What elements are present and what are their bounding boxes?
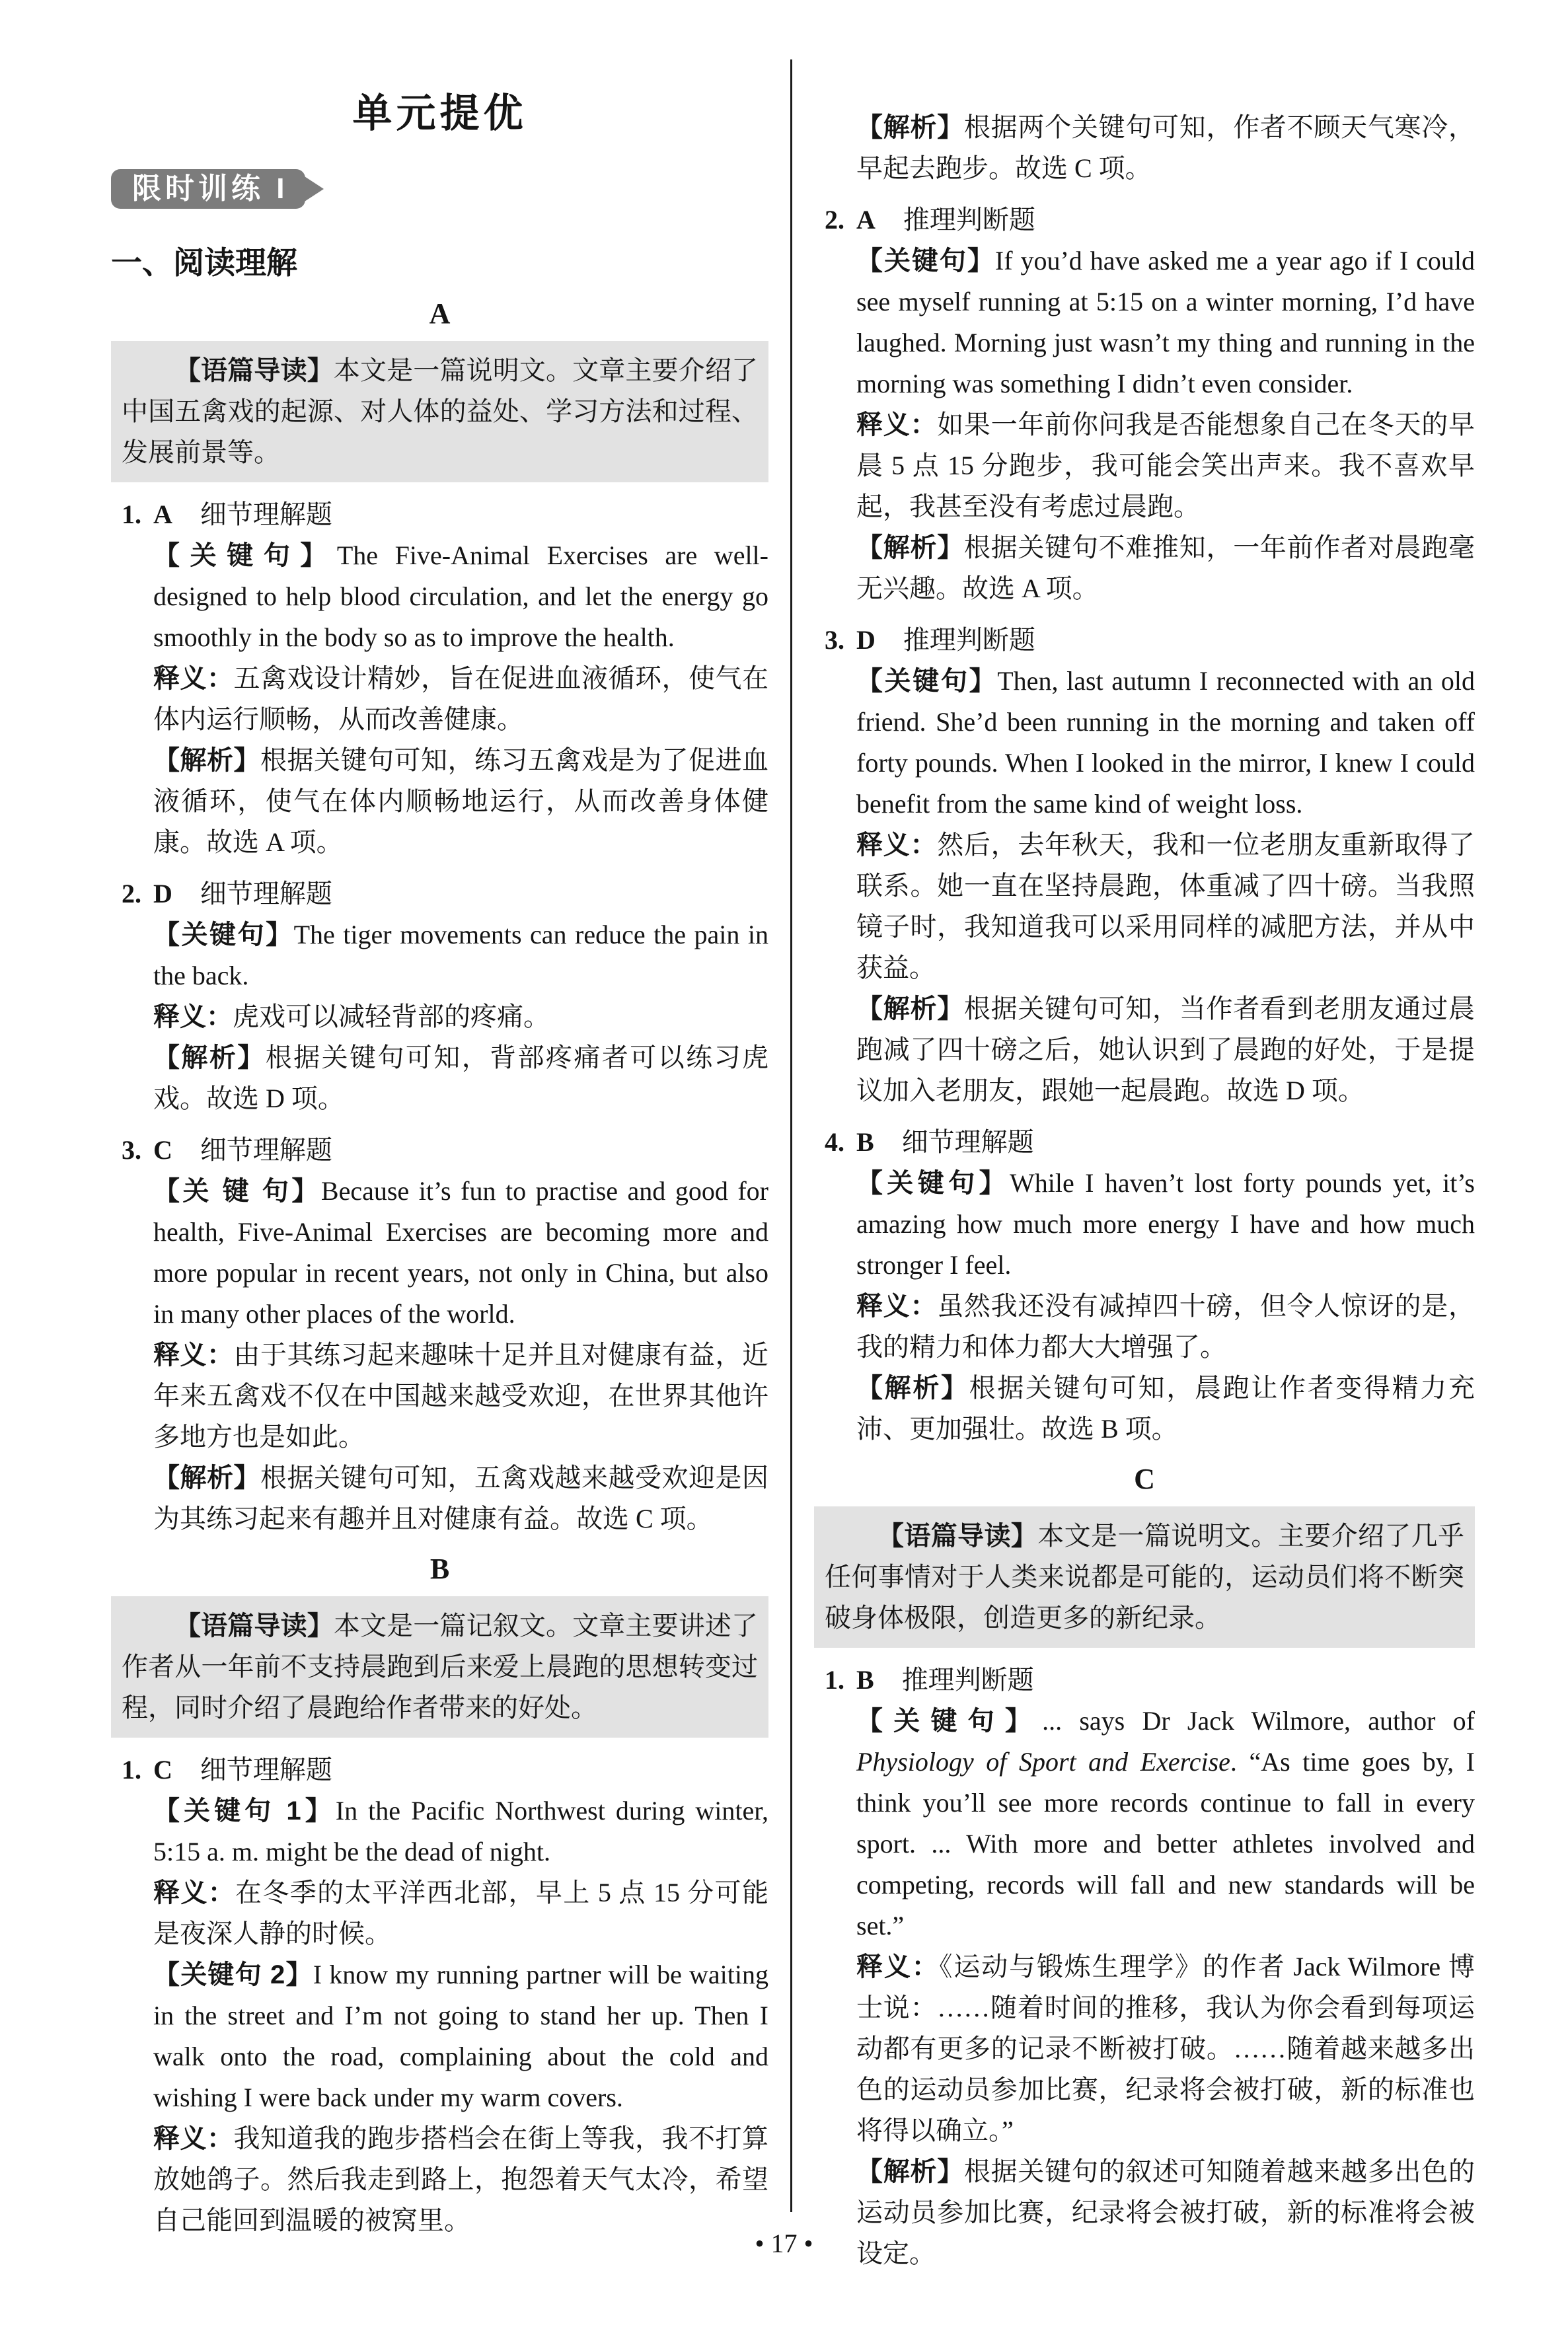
badge-arrow-icon — [293, 169, 324, 209]
text-segment-zh: 虎戏可以减轻背部的疼痛。 — [233, 1002, 550, 1031]
explanation-paragraph — [856, 1701, 1475, 1946]
text-segment-tag: 【关键句】 — [856, 246, 995, 276]
text-segment-en: ... says Dr Jack Wilmore, author of — [1042, 1706, 1475, 1736]
explanation-paragraph — [856, 988, 1475, 1111]
answer-item-head — [814, 620, 1475, 661]
column-divider-rule — [790, 59, 792, 2212]
text-segment-zh: 如果一年前你问我是否能想象自己在冬天的早晨 5 点 15 分跑步，我可能会笑出声来。我不喜欢早起，我甚至没有考虑过晨跑。 — [856, 410, 1475, 521]
passage-intro-box — [111, 1596, 768, 1738]
item-number: 1. — [122, 1755, 141, 1785]
passage-intro-text — [825, 1516, 1464, 1639]
text-segment-tag: 【关键句】 — [153, 541, 337, 570]
text-segment-zh: 由于其练习起来趣味十足并且对健康有益，近年来五禽戏不仅在中国越来越受欢迎，在世界其他许多地方也是如此。 — [153, 1340, 768, 1452]
text-segment-tag: 【语篇导读】 — [174, 356, 334, 385]
answer-item-head — [814, 1660, 1475, 1701]
text-segment-zh: 本文是一篇说明文。文章主要介绍了中国五禽戏的起源、对人体的益处、学习方法和过程、发展前景等。 — [122, 355, 759, 467]
text-segment-tag2: 释义： — [856, 410, 938, 439]
text-segment-tag: 【解析】 — [153, 1463, 260, 1493]
text-segment-tag: 【关 键 句】 — [153, 1177, 321, 1206]
text-segment-zh: 根据关键句不难推知，一年前作者对晨跑毫无兴趣。故选 A 项。 — [856, 533, 1475, 603]
question-type-label: 细节理解题 — [901, 1127, 1034, 1157]
answer-item-head — [814, 1122, 1475, 1163]
text-segment-zh: 《运动与锻炼生理学》的作者 Jack Wilmore 博士说：……随着时间的推移，我认为你会看到每项运动都有更多的记录不断被打破。……随着越来越多出色的运动员参加比赛，纪录将会被打破，新的标准也将得以确立。” — [856, 1952, 1475, 2145]
text-segment-zh: 根据关键句可知，五禽戏越来越受欢迎是因为其练习起来有趣并且对健康有益。故选 C 项。 — [153, 1463, 768, 1533]
question-type-label: 细节理解题 — [200, 879, 332, 908]
text-segment-en: In the Pacific Northwest during winter, 5:15 a. m. might be the dead of night. — [153, 1796, 769, 1866]
text-segment-tag2: 释义： — [153, 664, 234, 693]
text-segment-en: The Five-Animal Exercises are well-designed to help blood circulation, and let the energy go smoothly in the body so as to improve the health. — [153, 540, 768, 652]
text-segment-tag: 【解析】 — [856, 533, 964, 562]
explanation-paragraph — [153, 2118, 768, 2241]
left-column — [111, 71, 768, 2241]
question-type-label: 推理判断题 — [903, 205, 1035, 235]
text-segment-zh: 然后，去年秋天，我和一位老朋友重新取得了联系。她一直在坚持晨跑，体重减了四十磅。当我照镜子时，我知道我可以采用同样的减肥方法，并从中获益。 — [856, 830, 1475, 982]
text-segment-tag2: 释义： — [856, 1952, 940, 1981]
text-segment-tag: 【关键句】 — [856, 1707, 1043, 1736]
text-segment-tag2: 释义： — [153, 1878, 236, 1907]
explanation-paragraph — [153, 996, 768, 1037]
timed-training-badge — [111, 169, 768, 209]
explanation-paragraph — [856, 825, 1475, 988]
text-segment-zh: 本文是一篇说明文。主要介绍了几乎任何事情对于人类来说都是可能的，运动员们将不断突破身体极限，创造更多的新纪录。 — [825, 1521, 1465, 1633]
answer-item-head — [111, 494, 768, 535]
explanation-paragraph — [856, 527, 1475, 609]
passage-label: B — [429, 1553, 450, 1585]
explanation-paragraph — [856, 661, 1475, 825]
text-segment-zh: 根据关键句的叙述可知随着越来越多出色的运动员参加比赛，纪录将会被打破，新的标准将会被设定。 — [856, 2157, 1475, 2268]
text-segment-zh: 五禽戏设计精妙，旨在促进血液循环，使气在体内运行顺畅，从而改善健康。 — [153, 663, 768, 734]
text-segment-tag: 【解析】 — [856, 1374, 969, 1403]
item-number: 1. — [122, 499, 141, 529]
text-segment-tag2: 释义： — [856, 1292, 938, 1321]
item-number: 2. — [122, 879, 141, 908]
text-segment-en: If you’d have asked me a year ago if I could see myself running at 5:15 on a winter morning, I’d have laughed. Morning just wasn’t my thing and running in the morning was something I didn’t even consider. — [856, 246, 1475, 398]
text-segment-tag: 【关键句 2】 — [153, 1960, 313, 1989]
explanation-paragraph — [856, 404, 1475, 527]
item-number: 2. — [825, 205, 844, 235]
explanation-paragraph — [856, 1163, 1475, 1286]
answer-letter: C — [153, 1755, 172, 1785]
answer-item-head — [814, 200, 1475, 240]
right-column — [814, 98, 1475, 2274]
text-segment-tag: 【语篇导读】 — [877, 1522, 1038, 1551]
text-segment-tag: 【解析】 — [856, 113, 964, 142]
explanation-paragraph — [856, 240, 1475, 404]
text-segment-tag: 【解析】 — [153, 746, 260, 775]
text-segment-it: Physiology of Sport and Exercise — [856, 1747, 1230, 1777]
explanation-paragraph — [856, 1368, 1475, 1450]
text-segment-en: I know my running partner will be waiting in the street and I’m not going to stand her up. Then I walk onto the road, complaining about the cold and wishing I were back under my warm covers. — [153, 1960, 768, 2112]
answer-item-head — [111, 1750, 768, 1790]
passage-intro-text — [122, 350, 758, 473]
text-segment-zh: 虽然我还没有减掉四十磅，但令人惊讶的是，我的精力和体力都大大增强了。 — [856, 1291, 1475, 1362]
passage-label: C — [1134, 1463, 1155, 1495]
explanation-paragraph — [153, 1790, 768, 1872]
explanation-paragraph — [153, 1954, 768, 2118]
item-number: 3. — [122, 1135, 141, 1165]
item-number: 1. — [825, 1665, 844, 1695]
text-segment-tag2: 释义： — [856, 830, 938, 860]
explanation-paragraph — [856, 1946, 1475, 2151]
text-segment-zh: 根据关键句可知，背部疼痛者可以练习虎戏。故选 D 项。 — [153, 1043, 769, 1113]
text-segment-en: Because it’s fun to practise and good for health, Five-Animal Exercises are becoming more and more popular in recent years, not only in China, but also in many other places of the world. — [153, 1176, 768, 1329]
explanation-paragraph — [856, 1286, 1475, 1368]
explanation-paragraph — [153, 535, 768, 658]
text-segment-zh: 根据关键句可知，练习五禽戏是为了促进血液循环，使气在体内顺畅地运行，从而改善身体健康。故选 A 项。 — [153, 745, 768, 857]
answer-letter: B — [856, 1665, 874, 1695]
text-segment-tag2: 释义： — [153, 2124, 234, 2153]
text-segment-en: While I haven’t lost forty pounds yet, it’s amazing how much more energy I have and how much stronger I feel. — [856, 1168, 1475, 1280]
passage-intro-text — [122, 1605, 758, 1728]
page-number: • 17 • — [755, 2229, 813, 2258]
text-segment-tag: 【解析】 — [153, 1043, 266, 1072]
passage-label: A — [429, 297, 451, 330]
text-segment-tag: 【语篇导读】 — [174, 1611, 334, 1641]
answer-letter: B — [856, 1127, 874, 1157]
answer-letter: D — [153, 879, 172, 908]
text-segment-tag: 【关键句 1】 — [153, 1796, 336, 1826]
text-segment-tag: 【解析】 — [856, 994, 964, 1023]
question-type-label: 细节理解题 — [200, 499, 332, 529]
text-segment-tag: 【关键句】 — [153, 920, 294, 949]
badge-label: 限时训练 I — [111, 169, 305, 209]
explanation-paragraph — [153, 1037, 768, 1119]
left-column-content — [111, 293, 768, 2241]
question-type-label: 细节理解题 — [200, 1755, 332, 1785]
answer-item-head — [111, 873, 768, 914]
explanation-paragraph — [153, 740, 768, 863]
explanation-paragraph — [153, 1171, 768, 1335]
answer-letter: C — [153, 1135, 172, 1165]
text-segment-zh: 在冬季的太平洋西北部，早上 5 点 15 分可能是夜深人静的时候。 — [153, 1878, 769, 1948]
text-segment-zh: 本文是一篇记叙文。文章主要讲述了作者从一年前不支持晨跑到后来爱上晨跑的思想转变过程，同时介绍了晨跑给作者带来的好处。 — [122, 1611, 759, 1722]
explanation-paragraph — [153, 658, 768, 740]
text-segment-tag2: 释义： — [153, 1002, 233, 1031]
text-segment-tag: 【关键句】 — [856, 1169, 1010, 1198]
question-type-label: 推理判断题 — [903, 625, 1035, 655]
text-segment-en: The tiger movements can reduce the pain in the back. — [153, 920, 769, 990]
item-number: 4. — [825, 1127, 844, 1157]
explanation-paragraph — [153, 1872, 768, 1954]
text-segment-en: Then, last autumn I reconnected with an old friend. She’d been running in the morning and taken off forty pounds. When I looked in the mirror, I knew I could benefit from the same kind of weight loss. — [856, 666, 1475, 819]
text-segment-tag2: 释义： — [153, 1341, 234, 1370]
answer-letter: A — [153, 499, 172, 529]
answer-letter: A — [856, 205, 876, 235]
passage-intro-box — [111, 341, 768, 482]
question-type-label: 推理判断题 — [901, 1665, 1034, 1695]
item-number: 3. — [825, 625, 844, 655]
question-type-label: 细节理解题 — [200, 1135, 332, 1165]
text-segment-zh: 根据两个关键句可知，作者不顾天气寒冷，早起去跑步。故选 C 项。 — [856, 112, 1475, 183]
explanation-paragraph — [153, 1458, 768, 1539]
answer-letter: D — [856, 625, 876, 655]
section-heading-reading-comprehension: 一、阅读理解 — [111, 245, 297, 280]
explanation-paragraph — [153, 1335, 768, 1458]
passage-intro-box — [814, 1506, 1475, 1648]
page-title: 单元提优 — [352, 91, 527, 135]
text-segment-zh: 我知道我的跑步搭档会在街上等我，我不打算放她鸽子。然后我走到路上，抱怨着天气太冷，希望自己能回到温暖的被窝里。 — [153, 2123, 768, 2235]
explanation-paragraph — [153, 914, 768, 996]
text-segment-zh: 根据关键句可知，当作者看到老朋友通过晨跑减了四十磅之后，她认识到了晨跑的好处，于是提议加入老朋友，跟她一起晨跑。故选 D 项。 — [856, 994, 1475, 1105]
text-segment-zh: 根据关键句可知，晨跑让作者变得精力充沛、更加强壮。故选 B 项。 — [856, 1373, 1475, 1444]
text-segment-en: . “As time goes by, I think you’ll see more records continue to fall in every sport. ... With more and better athletes involved and competing, records will fall and new standards will be set.” — [856, 1747, 1475, 1940]
right-column-content — [814, 107, 1475, 2274]
answer-item-head — [111, 1130, 768, 1171]
text-segment-tag: 【关键句】 — [856, 667, 998, 696]
text-segment-tag: 【解析】 — [856, 2157, 964, 2186]
explanation-paragraph — [856, 107, 1475, 189]
